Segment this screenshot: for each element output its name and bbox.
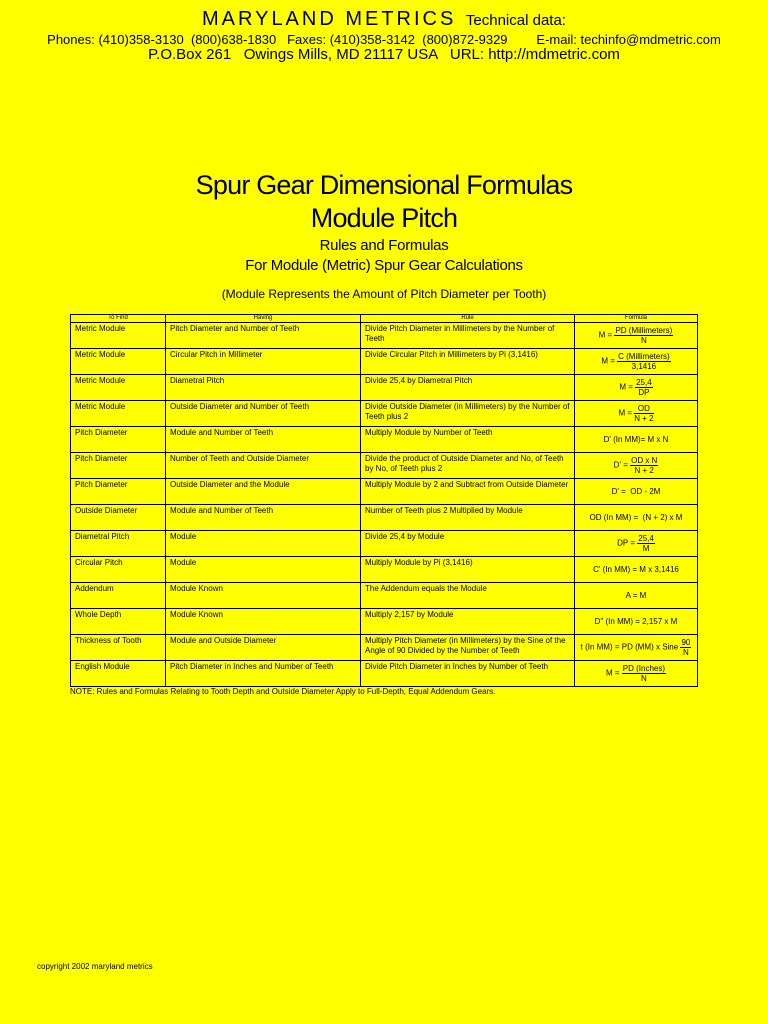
technical-data-label: Technical data: (465, 12, 566, 29)
cell-having: Pitch Diameter and Number of Teeth (166, 323, 361, 349)
formula-text: t (In MM) = PD (MM) x Sine (580, 642, 681, 652)
formula-text: M = (618, 408, 635, 418)
cell-to-find: Metric Module (71, 375, 166, 401)
cell-formula (575, 427, 698, 453)
cell-having: Diametral Pitch (166, 375, 361, 401)
page-title: Spur Gear Dimensional Formulas (195, 170, 573, 200)
formula-text: D' = (613, 460, 631, 470)
formula-fraction (637, 534, 655, 553)
cell-rule: Divide Circular Pitch in Millimeters by Pi (3,1416) (361, 349, 575, 375)
formula-text: C' (In MM) = M x 3,1416 (593, 564, 679, 574)
table-body (71, 323, 698, 687)
cell-to-find: Addendum (71, 583, 166, 609)
cell-having: Outside Diameter and the Module (166, 479, 361, 505)
formula-text: DP = (617, 538, 638, 548)
calculations-heading: For Module (Metric) Spur Gear Calculations (245, 257, 523, 274)
cell-formula (575, 479, 698, 505)
address-line: P.O.Box 261 Owings Mills, MD 21117 USA URL: http://mdmetric.com (148, 46, 620, 63)
cell-formula (575, 609, 698, 635)
formula-text: OD (In MM) = (N + 2) x M (589, 512, 683, 522)
cell-having: Module (166, 557, 361, 583)
cell-formula (575, 635, 698, 661)
cell-having: Pitch Diameter in Inches and Number of Teeth (166, 661, 361, 687)
contact-line: Phones: (410)358-3130 (800)638-1830 Faxes: (410)358-3142 (800)872-9329 E-mail: techinfo@mdmetric.com (47, 32, 721, 47)
table-row (71, 349, 698, 375)
fraction-denominator: N (683, 648, 689, 657)
cell-to-find: Outside Diameter (71, 505, 166, 531)
cell-formula (575, 583, 698, 609)
formula-fraction (617, 352, 671, 371)
table-row (71, 661, 698, 687)
cell-to-find: Diametral Pitch (71, 531, 166, 557)
table-row (71, 479, 698, 505)
fraction-denominator: M (642, 544, 650, 553)
table-row (71, 323, 698, 349)
fraction-denominator: 3,1416 (631, 362, 657, 371)
cell-having: Module and Number of Teeth (166, 427, 361, 453)
fraction-numerator: 25,4 (638, 534, 654, 543)
copyright: copyright 2002 maryland metrics (37, 962, 153, 971)
cell-rule: Multiply Pitch Diameter (in Millimeters) by the Sine of the Angle of 90 Divided by the Number of Teeth (361, 635, 575, 661)
table-row (71, 609, 698, 635)
formula-fraction (630, 456, 658, 475)
cell-to-find: Metric Module (71, 401, 166, 427)
cell-rule: Multiply Module by 2 and Subtract from Outside Diameter (361, 479, 575, 505)
fraction-denominator: N + 2 (634, 466, 654, 475)
cell-to-find: Pitch Diameter (71, 453, 166, 479)
cell-rule: Multiply 2,157 by Module (361, 609, 575, 635)
cell-rule: Multiply Module by Pi (3,1416) (361, 557, 575, 583)
table-row (71, 453, 698, 479)
cell-rule: The Addendum equals the Module (361, 583, 575, 609)
table-row (71, 531, 698, 557)
cell-rule: Divide Pitch Diameter in Inches by Number of Teeth (361, 661, 575, 687)
footnote: NOTE: Rules and Formulas Relating to Tooth Depth and Outside Diameter Apply to Full-Depth, Equal Addendum Gears. (70, 687, 496, 696)
table-row (71, 375, 698, 401)
formula-text: D' (In MM)= M x N (603, 434, 669, 444)
cell-having: Module and Outside Diameter (166, 635, 361, 661)
cell-rule: Divide 25,4 by Diametral Pitch (361, 375, 575, 401)
table-row (71, 427, 698, 453)
column-header-formula: Formula (575, 315, 698, 323)
fraction-numerator: 90 (681, 638, 691, 647)
cell-rule: Divide Pitch Diameter in Millimeters by the Number of Teeth (361, 323, 575, 349)
fraction-numerator: OD (634, 404, 653, 414)
formula-fraction (622, 664, 666, 683)
page-subtitle: Module Pitch (310, 203, 458, 233)
cell-to-find: Circular Pitch (71, 557, 166, 583)
cell-rule: Number of Teeth plus 2 Multiplied by Module (361, 505, 575, 531)
column-header-to-find: To Find (71, 315, 166, 323)
company-header (0, 8, 768, 31)
formula-text: M = (619, 382, 636, 392)
table-row (71, 505, 698, 531)
cell-to-find: Metric Module (71, 349, 166, 375)
cell-formula (575, 661, 698, 687)
fraction-denominator: DP (638, 388, 650, 397)
table-header-row (71, 315, 698, 323)
cell-having: Module Known (166, 583, 361, 609)
fraction-denominator: N (640, 674, 647, 683)
fraction-numerator: PD (Inches) (622, 664, 665, 673)
formula-fraction (635, 378, 653, 397)
cell-formula (575, 349, 698, 375)
formula-text: M = (601, 356, 618, 366)
fraction-denominator: N + 2 (634, 414, 654, 423)
cell-formula (575, 531, 698, 557)
cell-formula (575, 375, 698, 401)
column-header-having: Having (166, 315, 361, 323)
cell-formula (575, 401, 698, 427)
fraction-numerator: 25,4 (636, 378, 652, 387)
fraction-numerator: PD (Millimeters) (615, 326, 673, 335)
cell-having: Module (166, 531, 361, 557)
cell-to-find: Whole Depth (71, 609, 166, 635)
formula-text: D" (In MM) = 2,157 x M (594, 616, 678, 626)
column-header-rule: Rule (361, 315, 575, 323)
fraction-numerator: OD x N (631, 456, 658, 465)
cell-having: Module and Number of Teeth (166, 505, 361, 531)
cell-having: Outside Diameter and Number of Teeth (166, 401, 361, 427)
cell-to-find: Metric Module (71, 323, 166, 349)
formula-text: A = M (625, 590, 647, 600)
cell-to-find: Pitch Diameter (71, 427, 166, 453)
formula-table (70, 314, 698, 687)
cell-formula (575, 453, 698, 479)
module-definition: (Module Represents the Amount of Pitch Diameter per Tooth) (221, 287, 547, 301)
cell-rule: Multiply Module by Number of Teeth (361, 427, 575, 453)
table-row (71, 635, 698, 661)
cell-to-find: Thickness of Tooth (71, 635, 166, 661)
table-row (71, 401, 698, 427)
table-row (71, 557, 698, 583)
formula-fraction (634, 404, 653, 423)
formula-text: D' = OD - 2M (611, 486, 661, 496)
fraction-numerator: C (Millimeters) (618, 352, 670, 361)
fraction-denominator: N (640, 336, 647, 345)
cell-to-find: English Module (71, 661, 166, 687)
cell-formula (575, 505, 698, 531)
cell-formula (575, 323, 698, 349)
cell-rule: Divide 25,4 by Module (361, 531, 575, 557)
formula-fraction (680, 638, 691, 657)
cell-having: Module Known (166, 609, 361, 635)
formula-text: M = (605, 668, 622, 678)
rules-heading: Rules and Formulas (319, 237, 449, 254)
cell-having: Number of Teeth and Outside Diameter (166, 453, 361, 479)
company-name: MARYLAND METRICS (202, 8, 457, 30)
cell-rule: Divide Outside Diameter (in Millimeters) by the Number of Teeth plus 2 (361, 401, 575, 427)
cell-rule: Divide the product of Outside Diameter and No, of Teeth by No, of Teeth plus 2 (361, 453, 575, 479)
formula-fraction (614, 326, 673, 345)
table-row (71, 583, 698, 609)
cell-having: Circular Pitch in Millimeter (166, 349, 361, 375)
cell-to-find: Pitch Diameter (71, 479, 166, 505)
formula-text: M = (598, 330, 615, 340)
cell-formula (575, 557, 698, 583)
